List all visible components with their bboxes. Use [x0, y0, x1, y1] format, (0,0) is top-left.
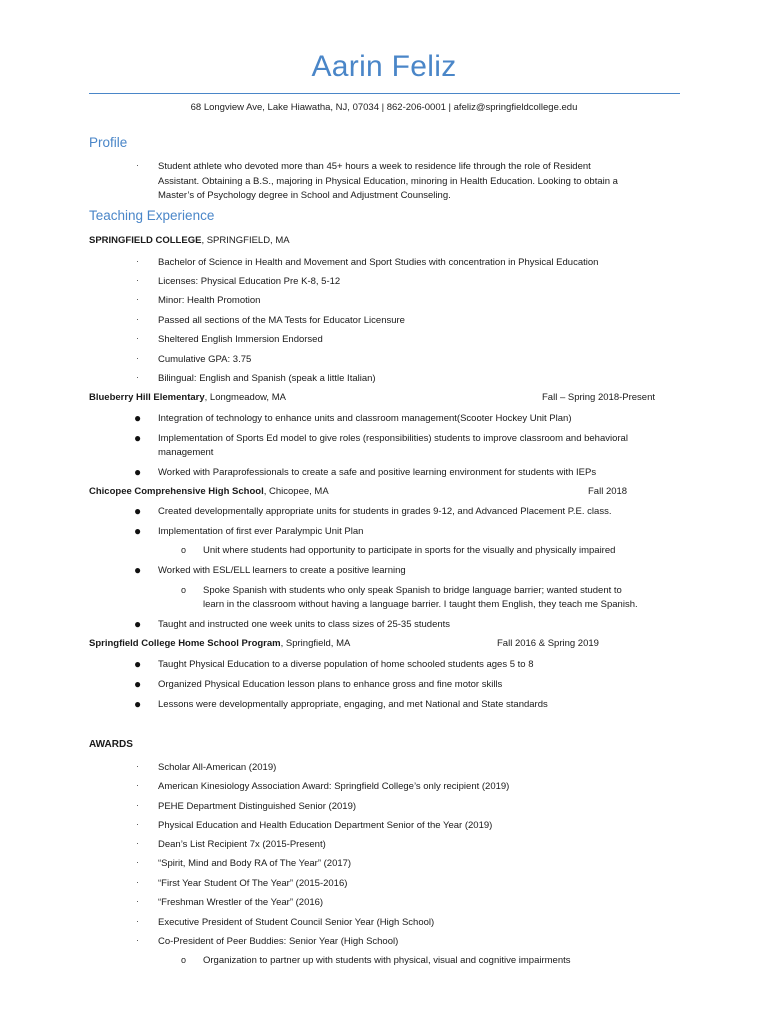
bullet-filled: ●	[134, 657, 142, 671]
bullet-filled: ●	[134, 563, 142, 577]
date-range: Fall – Spring 2018-Present	[542, 392, 656, 403]
bullet-dot: ·	[136, 877, 139, 887]
bullet-dot: ·	[136, 314, 139, 324]
list-item: Integration of technology to enhance units and classroom management(Scooter Hockey Unit Plan)	[158, 413, 572, 424]
list-item: Implementation of Sports Ed model to give roles (responsibilities) students to improve classroom and behavioral	[158, 433, 628, 444]
list-item: Created developmentally appropriate units for students in grades 9-12, and Advanced Placement P.E. class.	[158, 506, 612, 517]
springfield-college-row	[89, 234, 679, 248]
bullet-dot: ·	[136, 916, 139, 926]
bullet-dot: ·	[136, 935, 139, 945]
award-item: Co-President of Peer Buddies: Senior Year (High School)	[158, 936, 399, 947]
bullet-dot: ·	[136, 372, 139, 382]
blueberry-row	[89, 391, 679, 405]
bullet-dot: ·	[136, 780, 139, 790]
list-item: Sheltered English Immersion Endorsed	[158, 334, 323, 345]
list-item-cont: management	[158, 447, 214, 458]
org-location: , Longmeadow, MA	[204, 392, 286, 403]
list-item: Bilingual: English and Spanish (speak a little Italian)	[158, 373, 376, 384]
resume-name: Aarin Feliz	[311, 50, 457, 83]
date-range: Fall 2018	[588, 486, 628, 497]
contact-line: 68 Longview Ave, Lake Hiawatha, NJ, 07034 | 862-206-0001 | afeliz@springfieldcollege.edu	[190, 102, 578, 113]
bullet-circle: o	[181, 955, 187, 965]
bullet-dot: ·	[136, 256, 139, 266]
bullet-dot: ·	[136, 294, 139, 304]
org-name: Springfield College Home School Program	[89, 638, 281, 649]
org-name: SPRINGFIELD COLLEGE	[89, 235, 202, 246]
bullet-dot: ·	[136, 160, 139, 170]
list-item: Licenses: Physical Education Pre K-8, 5-12	[158, 276, 341, 287]
award-item: American Kinesiology Association Award: Springfield College’s only recipient (2019)	[158, 781, 510, 792]
list-item: Organized Physical Education lesson plans to enhance gross and fine motor skills	[158, 679, 503, 690]
bullet-dot: ·	[136, 819, 139, 829]
sub-list-item: Spoke Spanish with students who only speak Spanish to bridge language barrier; wanted student to	[203, 585, 622, 596]
bullet-filled: ●	[134, 431, 142, 445]
sub-list-item-cont: learn in the classroom without having a language barrier. I taught them English, they teach me Spanish.	[203, 599, 638, 610]
award-item: “Spirit, Mind and Body RA of The Year” (2017)	[158, 858, 352, 869]
list-item: Lessons were developmentally appropriate, engaging, and met National and State standards	[158, 699, 548, 710]
list-item: Implementation of first ever Paralympic Unit Plan	[158, 526, 364, 537]
award-item: Executive President of Student Council Senior Year (High School)	[158, 917, 435, 928]
bullet-dot: ·	[136, 857, 139, 867]
profile-line: Assistant. Obtaining a B.S., majoring in Physical Education, minoring in Health Education. Looking to obtain a	[158, 176, 618, 187]
list-item: Cumulative GPA: 3.75	[158, 354, 252, 365]
org-location: , Springfield, MA	[280, 638, 351, 649]
org-name: Chicopee Comprehensive High School	[89, 486, 264, 497]
bullet-dot: ·	[136, 896, 139, 906]
profile-line: Master’s of Psychology degree in School and Adjustment Counseling.	[158, 190, 451, 201]
profile-heading: Profile	[89, 135, 128, 150]
bullet-dot: ·	[136, 761, 139, 771]
list-item: Minor: Health Promotion	[158, 295, 261, 306]
list-item: Bachelor of Science in Health and Movement and Sport Studies with concentration in Physical Education	[158, 257, 599, 268]
homeschool-row	[89, 637, 679, 651]
date-range: Fall 2016 & Spring 2019	[497, 638, 599, 649]
profile-line: Student athlete who devoted more than 45+ hours a week to residence life through the role of Resident	[158, 161, 591, 172]
list-item: Worked with ESL/ELL learners to create a positive learning	[158, 565, 406, 576]
bullet-filled: ●	[134, 465, 142, 479]
award-item: Scholar All-American (2019)	[158, 762, 277, 773]
bullet-filled: ●	[134, 617, 142, 631]
sub-list-item: Unit where students had opportunity to participate in sports for the visually and physically impaired	[203, 545, 616, 556]
bullet-filled: ●	[134, 697, 142, 711]
bullet-filled: ●	[134, 524, 142, 538]
org-location: , SPRINGFIELD, MA	[201, 235, 290, 246]
award-item: Physical Education and Health Education Department Senior of the Year (2019)	[158, 820, 493, 831]
bullet-filled: ●	[134, 411, 142, 425]
award-item: Dean’s List Recipient 7x (2015-Present)	[158, 839, 326, 850]
bullet-dot: ·	[136, 333, 139, 343]
org-location: , Chicopee, MA	[263, 486, 329, 497]
bullet-filled: ●	[134, 677, 142, 691]
bullet-circle: o	[181, 585, 187, 595]
award-sub-item: Organization to partner up with students with physical, visual and cognitive impairments	[203, 955, 571, 966]
teaching-heading: Teaching Experience	[89, 208, 215, 223]
bullet-dot: ·	[136, 353, 139, 363]
org-name: Blueberry Hill Elementary	[89, 392, 205, 403]
list-item: Taught and instructed one week units to class sizes of 25-35 students	[158, 619, 451, 630]
bullet-dot: ·	[136, 838, 139, 848]
bullet-circle: o	[181, 545, 187, 555]
award-item: “First Year Student Of The Year” (2015-2016)	[158, 878, 348, 889]
list-item: Worked with Paraprofessionals to create a safe and positive learning environment for students with IEPs	[158, 467, 597, 478]
award-item: “Freshman Wrestler of the Year” (2016)	[158, 897, 324, 908]
header-rule	[89, 93, 680, 94]
award-item: PEHE Department Distinguished Senior (2019)	[158, 801, 357, 812]
bullet-dot: ·	[136, 275, 139, 285]
chicopee-row	[89, 485, 679, 499]
bullet-dot: ·	[136, 800, 139, 810]
awards-heading: AWARDS	[89, 739, 133, 750]
list-item: Passed all sections of the MA Tests for Educator Licensure	[158, 315, 405, 326]
bullet-filled: ●	[134, 504, 142, 518]
list-item: Taught Physical Education to a diverse population of home schooled students ages 5 to 8	[158, 659, 534, 670]
